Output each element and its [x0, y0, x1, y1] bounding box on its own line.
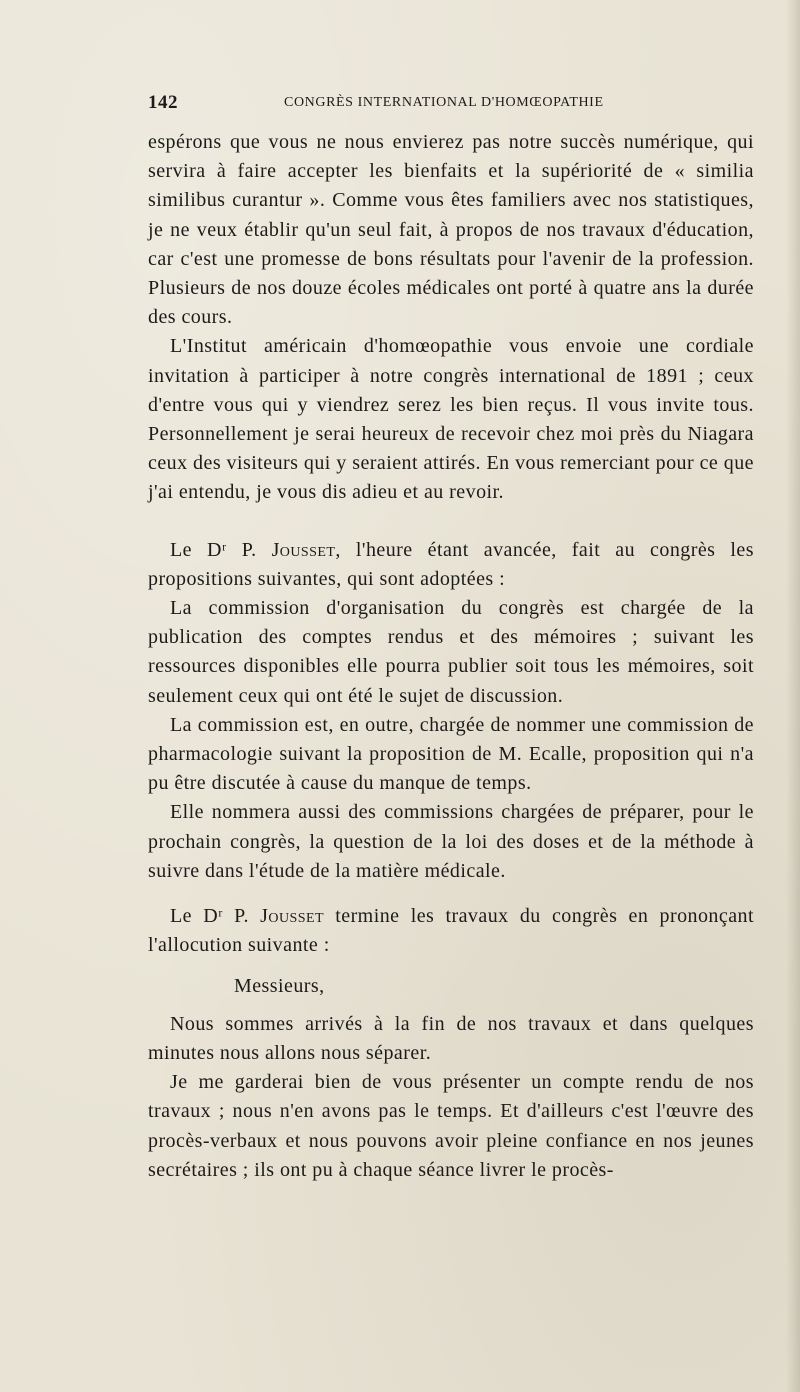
paragraph-pharmacology: La commission est, en outre, chargée de nommer une commission de pharmacologie suivant la proposition de M. Ecalle, proposition qui n'a pu être discutée à cause du manque de temps. — [148, 713, 754, 795]
body-text — [148, 128, 754, 1185]
paragraph-publication: La commission d'organisation du congrès est chargée de la publication des comptes rendus et des mémoires ; suivant les ressources disponibles elle pourra publier soit tous les mémoires, soit seulement ceux qui ont été le sujet de discussion. — [148, 597, 754, 707]
paragraph-invitation: L'Institut américain d'homœopathie vous envoie une cordiale invitation à participer à notre congrès international de 1891 ; ceux d'entre vous qui y viendrez serez les bien reçus. Il vous invite tous. Personnellement je serai heureux de recevoir chez moi près du Niagara ceux des visiteurs qui y seraient attirés. En vous remerciant pour ce que j'ai entendu, je vous dis adieu et au revoir. — [148, 335, 754, 504]
running-title: CONGRÈS INTERNATIONAL D'HOMŒOPATHIE — [284, 95, 604, 110]
paragraph-secretaries: Je me garderai bien de vous présenter un compte rendu de nos travaux ; nous n'en avons pas le temps. Et d'ailleurs c'est l'œuvre des procès-verbaux et nous pouvons avoir pleine confiance en nos jeunes secrétaires ; ils ont pu à chaque séance livrer le procès- — [148, 1071, 754, 1181]
doctor-title: Le Dʳ P. — [170, 905, 261, 928]
paragraph-arrival: Nous sommes arrivés à la fin de nos travaux et dans quelques minutes nous allons nous séparer. — [148, 1012, 754, 1064]
salutation: Messieurs, — [234, 975, 325, 998]
paragraph-propositions-text: , l'heure étant avancée, fait au congrès les propositions suivantes, qui sont adoptées : — [148, 538, 754, 590]
page-number: 142 — [148, 92, 178, 113]
doctor-title: Le Dʳ P. — [170, 538, 272, 561]
doctor-name: Jousset — [271, 538, 336, 561]
paragraph-allocution-intro — [148, 902, 754, 960]
paragraph-propositions — [148, 536, 754, 594]
paragraph-closing-speech: espérons que vous ne nous envierez pas notre succès numérique, qui servira à faire accepter les bienfaits et la supériorité de « similia similibus curantur ». Comme vous êtes familiers avec nos statistiques, je ne veux établir qu'un seul fait, à propos de nos travaux d'éducation, car c'est une promesse de bons résultats pour l'avenir de la profession. Plusieurs de nos douze écoles médicales ont porté à quatre ans la durée des cours. — [148, 131, 754, 329]
paragraph-commissions: Elle nommera aussi des commissions chargées de préparer, pour le prochain congrès, la question de la loi des doses et de la méthode à suivre dans l'étude de la matière médicale. — [148, 801, 754, 882]
doctor-name: Jousset — [260, 905, 325, 928]
running-head — [148, 92, 752, 118]
paragraph-allocution-intro-text: termine les travaux du congrès en prononçant l'allocution suivante : — [148, 905, 754, 957]
